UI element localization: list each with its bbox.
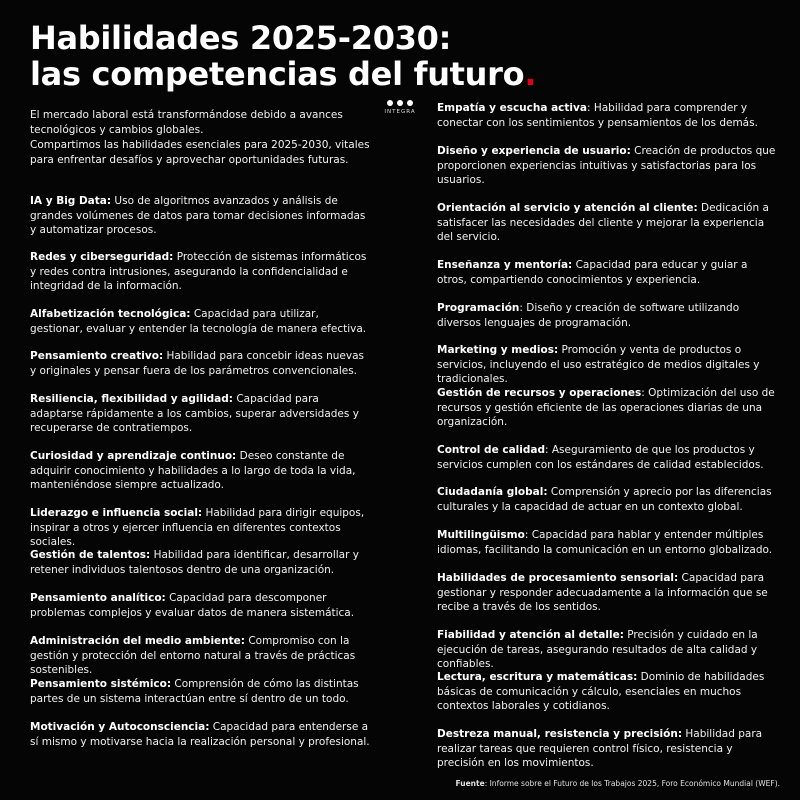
skill-item bbox=[30, 194, 370, 238]
skill-desc: : Capacidad para hablar y entender múltiples idiomas, facilitando la comunicación en un entorno globalizado. bbox=[437, 529, 773, 556]
skill-name: Gestión de talentos: bbox=[30, 549, 151, 561]
title-line-2 bbox=[30, 56, 770, 92]
skill-item bbox=[437, 670, 777, 714]
skill-item bbox=[30, 449, 370, 493]
skill-desc: : Aseguramiento de que los productos y servicios cumplen con los estándares de calidad establecidos. bbox=[437, 444, 764, 471]
skill-item bbox=[30, 506, 370, 550]
skill-desc: Deseo constante de adquirir conocimiento y habilidades a lo largo de toda la vida, manteniéndose siempre actualizado. bbox=[30, 450, 356, 492]
skill-desc: Capacidad para entenderse a sí mismo y motivarse hacia la realización personal y profesional. bbox=[30, 721, 370, 748]
skill-item bbox=[437, 201, 777, 245]
skill-item bbox=[30, 720, 370, 749]
skill-item bbox=[30, 307, 370, 336]
title-line-1: Habilidades 2025-2030: bbox=[30, 19, 452, 57]
skill-name: Destreza manual, resistencia y precisión: bbox=[437, 728, 683, 740]
skill-desc: : Optimización del uso de recursos y gestión eficiente de las operaciones diarias de una organización. bbox=[437, 387, 775, 429]
skill-name: Administración del medio ambiente: bbox=[30, 635, 245, 647]
source-label: Fuente bbox=[455, 779, 485, 788]
skill-desc: : Diseño y creación de software utilizando diversos lenguajes de programación. bbox=[437, 302, 740, 329]
skill-item bbox=[437, 571, 777, 615]
skill-item bbox=[437, 144, 777, 188]
integra-logo bbox=[380, 100, 420, 115]
skill-name: Habilidades de procesamiento sensorial: bbox=[437, 572, 679, 584]
skill-item bbox=[437, 258, 777, 287]
intro-paragraph-2: Compartimos las habilidades esenciales para 2025-2030, vitales para enfrentar desafíos y aprovechar oportunidades futuras. bbox=[30, 139, 370, 166]
skill-desc: Habilidad para identificar, desarrollar y retener individuos talentosos dentro de una organización. bbox=[30, 549, 359, 576]
title-line-2-text: las competencias del futuro bbox=[30, 55, 525, 93]
skill-name: Marketing y medios: bbox=[437, 344, 559, 356]
skill-desc: Capacidad para educar y guiar a otros, compartiendo conocimientos y experiencia. bbox=[437, 259, 748, 286]
skill-name: Pensamiento sistémico: bbox=[30, 678, 172, 690]
skill-item bbox=[437, 628, 777, 672]
skill-item bbox=[30, 392, 370, 436]
skill-name: Ciudadanía global: bbox=[437, 486, 548, 498]
skill-desc: Habilidad para dirigir equipos, inspirar a otros y ejercer influencia en diferentes contextos sociales. bbox=[30, 507, 365, 549]
skill-item bbox=[437, 101, 777, 130]
skill-item bbox=[437, 528, 777, 557]
skill-desc: Protección de sistemas informáticos y redes contra intrusiones, asegurando la confidencialidad e integridad de la información. bbox=[30, 251, 367, 293]
skill-item bbox=[437, 343, 777, 387]
skill-name: Diseño y experiencia de usuario: bbox=[437, 145, 631, 157]
title-accent-dot: . bbox=[524, 55, 537, 93]
skill-desc: Uso de algoritmos avanzados y análisis de grandes volúmenes de datos para tomar decisiones informadas y automatizar procesos. bbox=[30, 195, 366, 237]
intro-text bbox=[30, 108, 370, 168]
skill-item bbox=[30, 677, 370, 706]
source-footnote bbox=[440, 779, 780, 788]
skill-name: Motivación y Autoconsciencia: bbox=[30, 721, 210, 733]
intro-paragraph-1: El mercado laboral está transformándose debido a avances tecnológicos y cambios globales. bbox=[30, 109, 343, 136]
logo-dots-icon bbox=[380, 100, 420, 106]
page-title bbox=[30, 20, 770, 92]
logo-text: INTEGRA bbox=[384, 109, 416, 115]
skill-name: Fiabilidad y atención al detalle: bbox=[437, 629, 624, 641]
skill-item bbox=[30, 591, 370, 620]
skill-desc: Habilidad para concebir ideas nuevas y originales y pensar fuera de los parámetros convencionales. bbox=[30, 350, 365, 377]
skill-item bbox=[437, 386, 777, 430]
skill-desc: Creación de productos que proporcionen experiencias intuitivas y satisfactorias para los usuarios. bbox=[437, 145, 776, 187]
skill-desc: Promoción y venta de productos o servicios, incluyendo el uso estratégico de medios digitales y tradicionales. bbox=[437, 344, 760, 386]
skill-item bbox=[437, 301, 777, 330]
skill-item bbox=[437, 443, 777, 472]
skill-name: Lectura, escritura y matemáticas: bbox=[437, 671, 638, 683]
skill-name: Gestión de recursos y operaciones bbox=[437, 387, 642, 399]
skill-name: Pensamiento analítico: bbox=[30, 592, 166, 604]
skill-name: Multilingüismo bbox=[437, 529, 525, 541]
skill-item bbox=[437, 727, 777, 771]
skill-name: IA y Big Data: bbox=[30, 195, 112, 207]
skill-item bbox=[30, 349, 370, 378]
skill-name: Alfabetización tecnológica: bbox=[30, 308, 191, 320]
skill-name: Empatía y escucha activa bbox=[437, 102, 587, 114]
skill-name: Programación bbox=[437, 302, 520, 314]
skill-name: Redes y ciberseguridad: bbox=[30, 251, 174, 263]
skill-desc: Comprensión y aprecio por las diferencias culturales y la capacidad de actuar en un contexto global. bbox=[437, 486, 772, 513]
skill-name: Liderazgo e influencia social: bbox=[30, 507, 203, 519]
skill-name: Pensamiento creativo: bbox=[30, 350, 164, 362]
skill-item bbox=[30, 250, 370, 294]
source-text: : Informe sobre el Futuro de los Trabajos 2025, Foro Económico Mundial (WEF). bbox=[484, 779, 780, 788]
skill-desc: Capacidad para adaptarse rápidamente a los cambios, superar adversidades y recuperarse de contratiempos. bbox=[30, 393, 359, 435]
skill-desc: Precisión y cuidado en la ejecución de tareas, asegurando resultados de alta calidad y confiables. bbox=[437, 629, 758, 671]
skill-item bbox=[30, 634, 370, 678]
skill-desc: Dedicación a satisfacer las necesidades del cliente y mejorar la experiencia del servicio. bbox=[437, 202, 769, 244]
skill-desc: Dominio de habilidades básicas de comunicación y cálculo, esenciales en muchos contextos laborales y cotidianos. bbox=[437, 671, 765, 713]
skill-desc: Capacidad para descomponer problemas complejos y evaluar datos de manera sistemática. bbox=[30, 592, 355, 619]
skill-desc: Compromiso con la gestión y protección del entorno natural a través de prácticas sostenibles. bbox=[30, 635, 356, 677]
skill-desc: Capacidad para gestionar y responder adecuadamente a la información que se recibe a través de los sentidos. bbox=[437, 572, 768, 614]
skill-item bbox=[437, 485, 777, 514]
skill-desc: Comprensión de cómo las distintas partes de un sistema interactúan entre sí dentro de un todo. bbox=[30, 678, 359, 705]
skill-name: Curiosidad y aprendizaje continuo: bbox=[30, 450, 237, 462]
skill-desc: Capacidad para utilizar, gestionar, evaluar y entender la tecnología de manera efectiva. bbox=[30, 308, 367, 335]
skill-desc: Habilidad para realizar tareas que requieren control físico, resistencia y precisión en los movimientos. bbox=[437, 728, 763, 770]
skill-name: Resiliencia, flexibilidad y agilidad: bbox=[30, 393, 233, 405]
skill-item bbox=[30, 548, 370, 577]
skill-desc: : Habilidad para comprender y conectar con los sentimientos y pensamientos de los demás. bbox=[437, 102, 758, 129]
skill-name: Orientación al servicio y atención al cliente: bbox=[437, 202, 698, 214]
skill-name: Enseñanza y mentoría: bbox=[437, 259, 573, 271]
skill-name: Control de calidad bbox=[437, 444, 545, 456]
